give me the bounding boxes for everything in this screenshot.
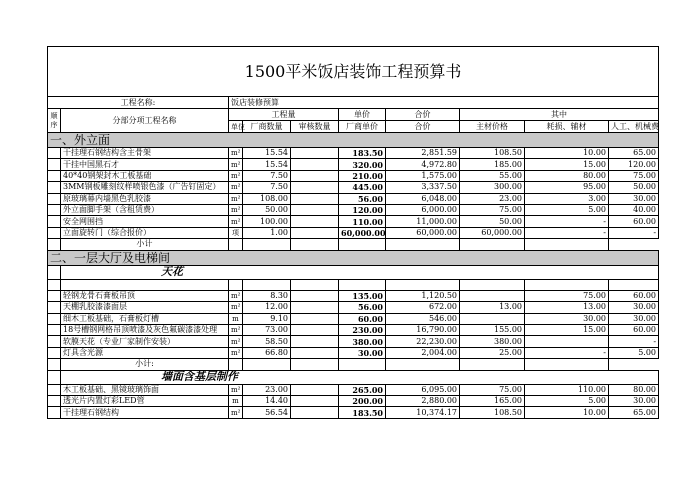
material-cell: 380.00 <box>460 336 525 347</box>
total-cell <box>386 279 460 290</box>
table-row <box>48 204 659 215</box>
material-cell <box>460 290 525 301</box>
audit-qty-cell <box>291 347 339 358</box>
item-name-cell: 木工板基础、黑镜玻璃饰面 <box>61 384 229 395</box>
audit-qty-cell <box>291 290 339 301</box>
material-cell: 165.00 <box>460 396 525 407</box>
item-header: 分部分项工程名称 <box>61 109 229 133</box>
unit-cell: m² <box>229 182 243 193</box>
audit-qty-cell <box>291 216 339 227</box>
subsection-title: 天花 <box>61 265 659 279</box>
unit-cell: m² <box>229 193 243 204</box>
item-name-cell: 外立面脚手架（含租赁费） <box>61 204 229 215</box>
item-name-cell: 18号槽钢网格吊顶喷漆及灰色氟碳漆漆处理 <box>61 325 229 336</box>
total-cell: 3,337.50 <box>386 182 460 193</box>
audit-qty-cell <box>291 227 339 238</box>
vendor-qty-header: 厂商数量 <box>243 121 291 133</box>
aux-cell <box>525 279 609 290</box>
vendor-price-cell: 183.50 <box>339 407 386 418</box>
vendor-qty-cell: 56.54 <box>243 407 291 418</box>
total-cell: 16,790.00 <box>386 325 460 336</box>
labor-cell: 5.00 <box>609 347 659 358</box>
empty-cell <box>386 359 460 370</box>
total-cell: 6,095.00 <box>386 384 460 395</box>
empty-cell <box>243 359 291 370</box>
audit-qty-cell <box>291 193 339 204</box>
labor-cell: 30.00 <box>609 302 659 313</box>
total2-header: 合价 <box>386 121 460 133</box>
item-name-cell: 轻钢龙骨石膏板吊顶 <box>61 290 229 301</box>
vendor-qty-cell: 12.00 <box>243 302 291 313</box>
vendor-qty-cell: 7.50 <box>243 182 291 193</box>
labor-cell: 30.00 <box>609 396 659 407</box>
item-name-cell: 灯具含光源 <box>61 347 229 358</box>
vendor-price-cell: 56.00 <box>339 302 386 313</box>
vendor-price-cell: 183.50 <box>339 148 386 159</box>
of-which-header: 其中 <box>460 109 659 121</box>
unit-cell <box>229 279 243 290</box>
total-cell: 2,851.59 <box>386 148 460 159</box>
budget-sheet <box>47 46 658 419</box>
vendor-price-cell: 110.00 <box>339 216 386 227</box>
vendor-qty-cell: 100.00 <box>243 216 291 227</box>
total-cell: 1,120.50 <box>386 290 460 301</box>
vendor-qty-cell: 58.50 <box>243 336 291 347</box>
subtotal-row <box>48 239 659 250</box>
aux-cell: 15.00 <box>525 159 609 170</box>
unit-cell: 项 <box>229 227 243 238</box>
empty-cell <box>460 359 525 370</box>
seq-cell <box>48 325 61 336</box>
empty-cell <box>525 359 609 370</box>
material-cell: 25.00 <box>460 347 525 358</box>
unit-cell: m² <box>229 159 243 170</box>
section-row <box>48 250 659 265</box>
material-cell: 185.00 <box>460 159 525 170</box>
total-header: 合价 <box>386 109 460 121</box>
total-cell: 11,000.00 <box>386 216 460 227</box>
seq-cell <box>48 265 61 279</box>
seq-cell <box>48 279 61 290</box>
material-cell <box>460 313 525 324</box>
item-name-cell <box>61 279 229 290</box>
labor-cell <box>609 279 659 290</box>
aux-cell <box>525 336 609 347</box>
table-row <box>48 279 659 290</box>
vendor-qty-cell <box>243 279 291 290</box>
audit-qty-cell <box>291 336 339 347</box>
labor-cell: 40.00 <box>609 204 659 215</box>
unit-cell: m² <box>229 148 243 159</box>
labor-header: 人工、机械费 <box>609 121 659 133</box>
labor-cell: - <box>609 336 659 347</box>
item-name-cell: 40*40钢架封木工板基础 <box>61 170 229 181</box>
audit-qty-cell <box>291 182 339 193</box>
subsection-row <box>48 370 659 384</box>
material-cell: 50.00 <box>460 216 525 227</box>
seq-cell <box>48 302 61 313</box>
empty-cell <box>339 239 386 250</box>
labor-cell: 50.00 <box>609 182 659 193</box>
aux-cell: 80.00 <box>525 170 609 181</box>
seq-cell <box>48 359 61 370</box>
empty-cell <box>339 359 386 370</box>
item-name-cell: 软膜天花（专业厂家制作安装） <box>61 336 229 347</box>
aux-cell: - <box>525 227 609 238</box>
audit-qty-cell <box>291 148 339 159</box>
item-name-cell: 安全网围挡 <box>61 216 229 227</box>
seq-cell <box>48 290 61 301</box>
seq-cell <box>48 347 61 358</box>
vendor-price-cell: 320.00 <box>339 159 386 170</box>
vendor-price-cell: 200.00 <box>339 396 386 407</box>
unit-cell: m² <box>229 204 243 215</box>
vendor-qty-cell: 8.30 <box>243 290 291 301</box>
subsection-row <box>48 265 659 279</box>
table-row <box>48 313 659 324</box>
table-row <box>48 227 659 238</box>
vendor-price-cell <box>339 279 386 290</box>
unit-cell: m² <box>229 216 243 227</box>
seq-cell <box>48 204 61 215</box>
unit-cell: m² <box>229 384 243 395</box>
labor-cell: 80.00 <box>609 384 659 395</box>
audit-qty-cell <box>291 159 339 170</box>
quantity-header: 工程量 <box>229 109 339 121</box>
table-row <box>48 182 659 193</box>
vendor-qty-cell: 1.00 <box>243 227 291 238</box>
vendor-price-cell: 60.00 <box>339 313 386 324</box>
empty-cell <box>291 359 339 370</box>
total-cell: 60,000.00 <box>386 227 460 238</box>
audit-qty-cell <box>291 325 339 336</box>
table-row <box>48 347 659 358</box>
table-row <box>48 216 659 227</box>
aux-cell: 10.00 <box>525 148 609 159</box>
total-cell: 6,048.00 <box>386 193 460 204</box>
price-header: 单价 <box>339 109 386 121</box>
seq-cell <box>48 216 61 227</box>
unit-cell: m² <box>229 325 243 336</box>
unit-cell: m² <box>229 170 243 181</box>
item-name-cell: 干挂理石钢结构 <box>61 407 229 418</box>
audit-qty-cell <box>291 313 339 324</box>
seq-cell <box>48 170 61 181</box>
project-label: 工程名称: <box>48 97 229 109</box>
total-cell: 546.00 <box>386 313 460 324</box>
seq-cell <box>48 336 61 347</box>
aux-cell: 110.00 <box>525 384 609 395</box>
item-name-cell: 透光片内置灯彩LED管 <box>61 396 229 407</box>
vendor-price-cell: 380.00 <box>339 336 386 347</box>
subtotal-label: 小计: <box>61 359 229 370</box>
total-cell: 4,972.80 <box>386 159 460 170</box>
vendor-qty-cell: 9.10 <box>243 313 291 324</box>
total-cell: 6,000.00 <box>386 204 460 215</box>
vendor-qty-cell: 15.54 <box>243 159 291 170</box>
aux-cell: 75.00 <box>525 290 609 301</box>
material-cell: 23.00 <box>460 193 525 204</box>
vendor-price-header: 厂商单价 <box>339 121 386 133</box>
seq-header: 顺序 <box>48 109 61 133</box>
vendor-price-cell: 56.00 <box>339 193 386 204</box>
section-title: 二、一层大厅及电梯间 <box>48 250 659 265</box>
seq-cell <box>48 193 61 204</box>
aux-cell: 10.00 <box>525 407 609 418</box>
material-header: 主材价格 <box>460 121 525 133</box>
aux-cell: - <box>525 347 609 358</box>
seq-cell <box>48 396 61 407</box>
seq-cell <box>48 239 61 250</box>
vendor-price-cell: 30.00 <box>339 347 386 358</box>
table-row <box>48 384 659 395</box>
vendor-price-cell: 135.00 <box>339 290 386 301</box>
material-cell <box>460 279 525 290</box>
seq-cell <box>48 182 61 193</box>
labor-cell: 30.00 <box>609 313 659 324</box>
seq-cell <box>48 370 61 384</box>
table-row <box>48 302 659 313</box>
empty-cell <box>229 239 243 250</box>
audit-qty-cell <box>291 407 339 418</box>
material-cell: 108.50 <box>460 148 525 159</box>
vendor-qty-cell: 7.50 <box>243 170 291 181</box>
labor-cell: 60.00 <box>609 216 659 227</box>
material-cell: 75.00 <box>460 384 525 395</box>
material-cell: 13.00 <box>460 302 525 313</box>
table-row <box>48 170 659 181</box>
table-row <box>48 325 659 336</box>
empty-cell <box>291 239 339 250</box>
empty-cell <box>243 239 291 250</box>
table-row <box>48 193 659 204</box>
total-cell: 1,575.00 <box>386 170 460 181</box>
material-cell: 60,000.00 <box>460 227 525 238</box>
table-row <box>48 336 659 347</box>
audit-qty-cell <box>291 204 339 215</box>
vendor-qty-cell: 50.00 <box>243 204 291 215</box>
aux-cell: 5.00 <box>525 396 609 407</box>
labor-cell: 60.00 <box>609 290 659 301</box>
aux-cell: 5.00 <box>525 204 609 215</box>
material-cell: 55.00 <box>460 170 525 181</box>
item-name-cell: 干挂理石钢结构含主骨架 <box>61 148 229 159</box>
seq-cell <box>48 313 61 324</box>
vendor-price-cell: 210.00 <box>339 170 386 181</box>
total-cell: 22,230.00 <box>386 336 460 347</box>
table-row <box>48 159 659 170</box>
labor-cell: 75.00 <box>609 170 659 181</box>
vendor-qty-cell: 108.00 <box>243 193 291 204</box>
item-name-cell: 干挂中国黑石才 <box>61 159 229 170</box>
vendor-qty-cell: 14.40 <box>243 396 291 407</box>
vendor-qty-cell: 66.80 <box>243 347 291 358</box>
vendor-qty-cell: 73.00 <box>243 325 291 336</box>
budget-table <box>47 46 659 419</box>
project-name: 饭店装修预算 <box>229 97 659 109</box>
material-cell: 300.00 <box>460 182 525 193</box>
seq-cell <box>48 407 61 418</box>
seq-cell <box>48 384 61 395</box>
table-row <box>48 407 659 418</box>
vendor-price-cell: 445.00 <box>339 182 386 193</box>
vendor-qty-cell: 23.00 <box>243 384 291 395</box>
subsection-title: 墙面含基层制作 <box>61 370 659 384</box>
empty-cell <box>460 239 525 250</box>
audit-qty-header: 审核数量 <box>291 121 339 133</box>
labor-cell: 120.00 <box>609 159 659 170</box>
aux-cell: 3.00 <box>525 193 609 204</box>
labor-cell: 30.00 <box>609 193 659 204</box>
audit-qty-cell <box>291 396 339 407</box>
table-row <box>48 396 659 407</box>
vendor-price-cell: 60,000.00 <box>339 227 386 238</box>
unit-cell: m² <box>229 302 243 313</box>
table-row <box>48 148 659 159</box>
labor-cell: 60.00 <box>609 325 659 336</box>
vendor-price-cell: 230.00 <box>339 325 386 336</box>
labor-cell: - <box>609 227 659 238</box>
aux-cell: 13.00 <box>525 302 609 313</box>
unit-cell: m <box>229 396 243 407</box>
total-cell: 672.00 <box>386 302 460 313</box>
table-row <box>48 290 659 301</box>
seq-cell <box>48 159 61 170</box>
audit-qty-cell <box>291 302 339 313</box>
total-cell: 2,880.00 <box>386 396 460 407</box>
labor-cell: 65.00 <box>609 407 659 418</box>
seq-cell <box>48 148 61 159</box>
unit-cell: m² <box>229 347 243 358</box>
section-title: 一、外立面 <box>48 133 659 148</box>
material-cell: 75.00 <box>460 204 525 215</box>
audit-qty-cell <box>291 279 339 290</box>
unit-cell: m <box>229 313 243 324</box>
item-name-cell: 立面旋转门（综合报价） <box>61 227 229 238</box>
aux-cell: 95.00 <box>525 182 609 193</box>
seq-cell <box>48 227 61 238</box>
item-name-cell: 3MM钢板雕刻纹样喷银色漆（广告钉固定） <box>61 182 229 193</box>
aux-cell: 15.00 <box>525 325 609 336</box>
section-row <box>48 133 659 148</box>
item-name-cell: 原玻璃幕内墙黑色乳胶漆 <box>61 193 229 204</box>
consumables-header: 耗损、辅材 <box>525 121 609 133</box>
total-cell: 10,374.17 <box>386 407 460 418</box>
audit-qty-cell <box>291 170 339 181</box>
unit-cell: m² <box>229 407 243 418</box>
page-title: 1500平米饭店装饰工程预算书 <box>48 47 659 97</box>
item-name-cell: 天棚乳胶漆漆面层 <box>61 302 229 313</box>
audit-qty-cell <box>291 384 339 395</box>
item-name-cell: 细木工板基础，石膏板灯槽 <box>61 313 229 324</box>
vendor-price-cell: 265.00 <box>339 384 386 395</box>
aux-cell: 30.00 <box>525 313 609 324</box>
vendor-qty-cell: 15.54 <box>243 148 291 159</box>
unit-cell: m² <box>229 336 243 347</box>
total-cell: 2,004.00 <box>386 347 460 358</box>
empty-cell <box>229 359 243 370</box>
material-cell: 155.00 <box>460 325 525 336</box>
empty-cell <box>386 239 460 250</box>
subtotal-row <box>48 359 659 370</box>
material-cell: 108.50 <box>460 407 525 418</box>
unit-header: 单位 <box>229 121 243 133</box>
subtotal-label: 小计 <box>61 239 229 250</box>
unit-cell: m² <box>229 290 243 301</box>
vendor-price-cell: 120.00 <box>339 204 386 215</box>
empty-cell <box>525 239 609 250</box>
labor-cell: 65.00 <box>609 148 659 159</box>
aux-cell: - <box>525 216 609 227</box>
